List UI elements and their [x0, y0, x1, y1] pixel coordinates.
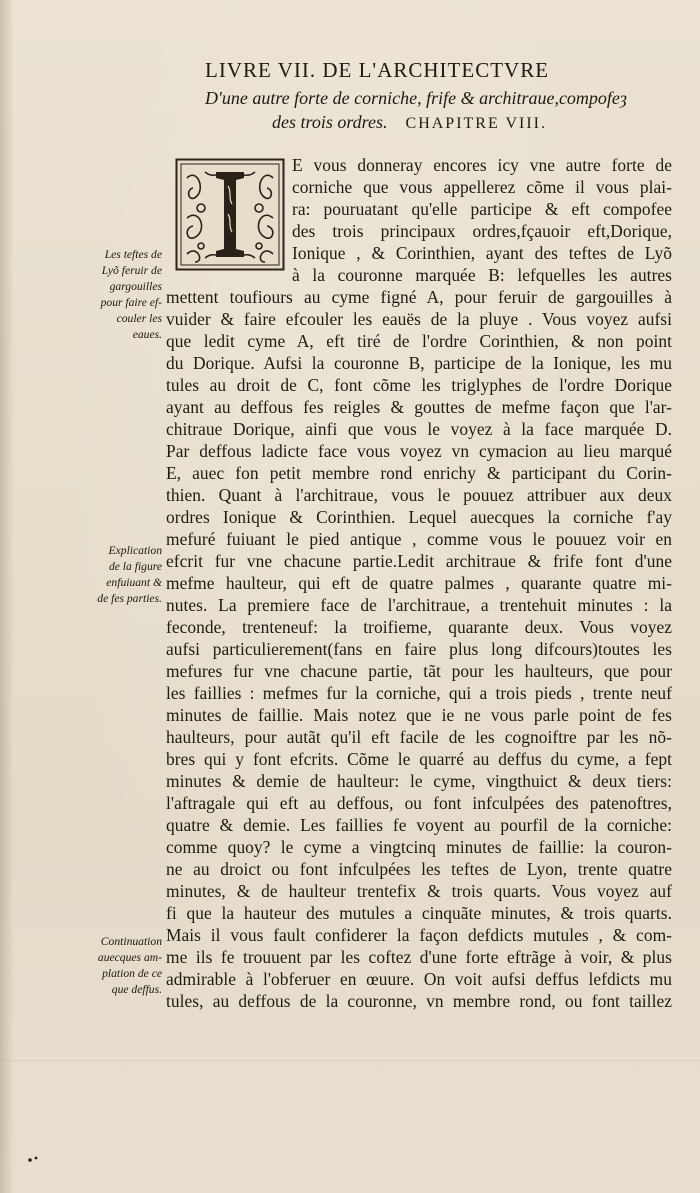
chapter-subtitle-line-1: D'une autre forte de corniche, frife & architraue,compofeȝ: [205, 88, 627, 108]
text-line: minutes & demie de haulteur: le cyme, vingthuict & deux tiers:: [166, 771, 672, 791]
text-line: quatre & demie. Les faillies fe voyent au pourfil de la corniche:: [166, 815, 672, 835]
page-fold-shadow: [0, 0, 14, 1193]
page-crease: [0, 1060, 700, 1061]
margin-note-line: eaues.: [132, 328, 162, 341]
text-line: mefuré fuiuant le pied antique , comme vous le pouuez voir en: [166, 529, 672, 549]
text-line: tules au droit de C, font cõme les triglyphes de l'ordre Dorique: [166, 375, 672, 395]
text-line: les faillies : mefmes fur la corniche, qui a trois pieds , trente neuf: [166, 683, 672, 703]
text-line: mefures fur vne chacune partie, tãt pour les haulteurs, que pour: [166, 661, 672, 681]
running-head: LIVRE VII. DE L'ARCHITECTVRE: [205, 58, 550, 82]
text-line: Ionique , & Corinthien, ayant des teftes de Lyõ: [292, 243, 672, 263]
text-line: fi que la hauteur des mutules a cinquãte minutes, & trois quarts.: [166, 903, 672, 923]
margin-note-line: Continuation: [100, 935, 162, 948]
text-line: thien. Quant à l'architraue, vous le pouuez attribuer aux deux: [166, 485, 672, 505]
text-line: l'aftragale qui eft au deffous, ou font infculpées des patenoftres,: [166, 793, 672, 813]
text-line: ordres Ionique & Corinthien. Lequel auecques la corniche f'ay: [166, 507, 672, 527]
text-line: mettent toufiours au cyme figné A, pour feruir de gargouilles à: [166, 287, 672, 307]
text-line: E, auec fon petit membre rond enrichy & participant du Corin-: [166, 463, 672, 483]
margin-note-line: Lyõ feruir de: [101, 264, 162, 277]
text-line: minutes, & de haulteur trentefix & trois quarts. Vous voyez auf: [166, 881, 672, 901]
text-line: corniche que vous appellerez cõme il vous plai-: [292, 177, 672, 197]
text-line: Mais il vous fault confiderer la façon defdicts mutules , & com-: [166, 925, 672, 945]
text-line: ne au droict ou font infculpées les teftes de Lyon, trente quatre: [166, 859, 672, 879]
text-line: ra: pouruatant qu'elle participe & eft compofee: [292, 199, 672, 219]
text-line: aufsi particulierement(fans en faire plus long difcours)toutes les: [166, 639, 672, 659]
margin-note-line: enfuiuant &: [106, 576, 162, 589]
margin-note-gargouilles: [92, 247, 162, 343]
chapter-subtitle-line-2: [272, 112, 547, 133]
text-line: me ils fe trouuent par les coftez d'une forte eftrãge à voir, & plus: [166, 947, 672, 967]
text-line: tules, au deffous de la couronne, vn membre rond, ou font taillez: [166, 991, 672, 1011]
text-line: haulteurs, pour autãt qu'il eft facile de les cognoiftre par les nõ-: [166, 727, 672, 747]
text-line: à la couronne marquée B: lefquelles les autres: [292, 265, 672, 285]
margin-note-line: de fes parties.: [97, 592, 162, 605]
text-line: chitraue Dorique, ainfi que vous le voyez à la face marquée D.: [166, 419, 672, 439]
text-line: que ledit cyme A, eft tiré de l'ordre Corinthien, & non point: [166, 331, 672, 351]
text-line: ayant au deffous fes reigles & gouttes de mefme façon que l'ar-: [166, 397, 672, 417]
margin-note-line: couler les: [116, 312, 162, 325]
text-line: du Dorique. Aufsi la couronne B, participe de la Ionique, les mu: [166, 353, 672, 373]
text-line: mefme haulteur, qui eft de quatre palmes , quarante quatre mi-: [166, 573, 672, 593]
text-line: efcrit fur vne chacune partie.Ledit architraue & frife font d'une: [166, 551, 672, 571]
text-line: bres qui y font efcrits. Cõme le quarré au deffus du cyme, a fept: [166, 749, 672, 769]
text-line: feconde, trenteneuf: la troifieme, quarante deux. Vous voyez: [166, 617, 672, 637]
text-line: vuider & faire efcouler les eauës de la pluye . Vous voyez aufsi: [166, 309, 672, 329]
text-line: nutes. La premiere face de l'architraue, a trentehuit minutes : la: [166, 595, 672, 615]
chapter-number: CHAPITRE VIII.: [405, 115, 547, 132]
margin-note-line: Les teftes de: [104, 248, 162, 261]
margin-note-line: gargouilles: [109, 280, 162, 293]
ornamental-drop-cap: [175, 158, 285, 271]
margin-note-line: de la figure: [108, 560, 162, 573]
margin-note-explication: [92, 543, 162, 607]
margin-note-line: plation de ce: [102, 967, 162, 980]
margin-note-line: auecques am-: [97, 951, 162, 964]
margin-note-line: pour faire ef-: [100, 296, 162, 309]
text-line: minutes de faillie. Mais notez que ie ne vous parle point de fes: [166, 705, 672, 725]
margin-note-continuation: [92, 934, 162, 998]
text-line: Par deffous ladicte face vous voyez vn cymacion au lieu marqué: [166, 441, 672, 461]
margin-note-line: que deffus.: [111, 983, 162, 996]
ink-speck: [26, 1154, 42, 1164]
chapter-subtitle-italic: des trois ordres.: [272, 112, 388, 132]
text-line: comme quoy? le cyme a vingtcinq minutes de faillie: la couron-: [166, 837, 672, 857]
text-line: E vous donneray encores icy vne autre forte de: [292, 155, 672, 175]
text-line: des trois principaux ordres,fçauoir eft,Dorique,: [292, 221, 672, 241]
margin-note-line: Explication: [108, 544, 162, 557]
text-line: admirable à l'obferuer en œuure. On voit aufsi deffus lefdicts mu: [166, 969, 672, 989]
